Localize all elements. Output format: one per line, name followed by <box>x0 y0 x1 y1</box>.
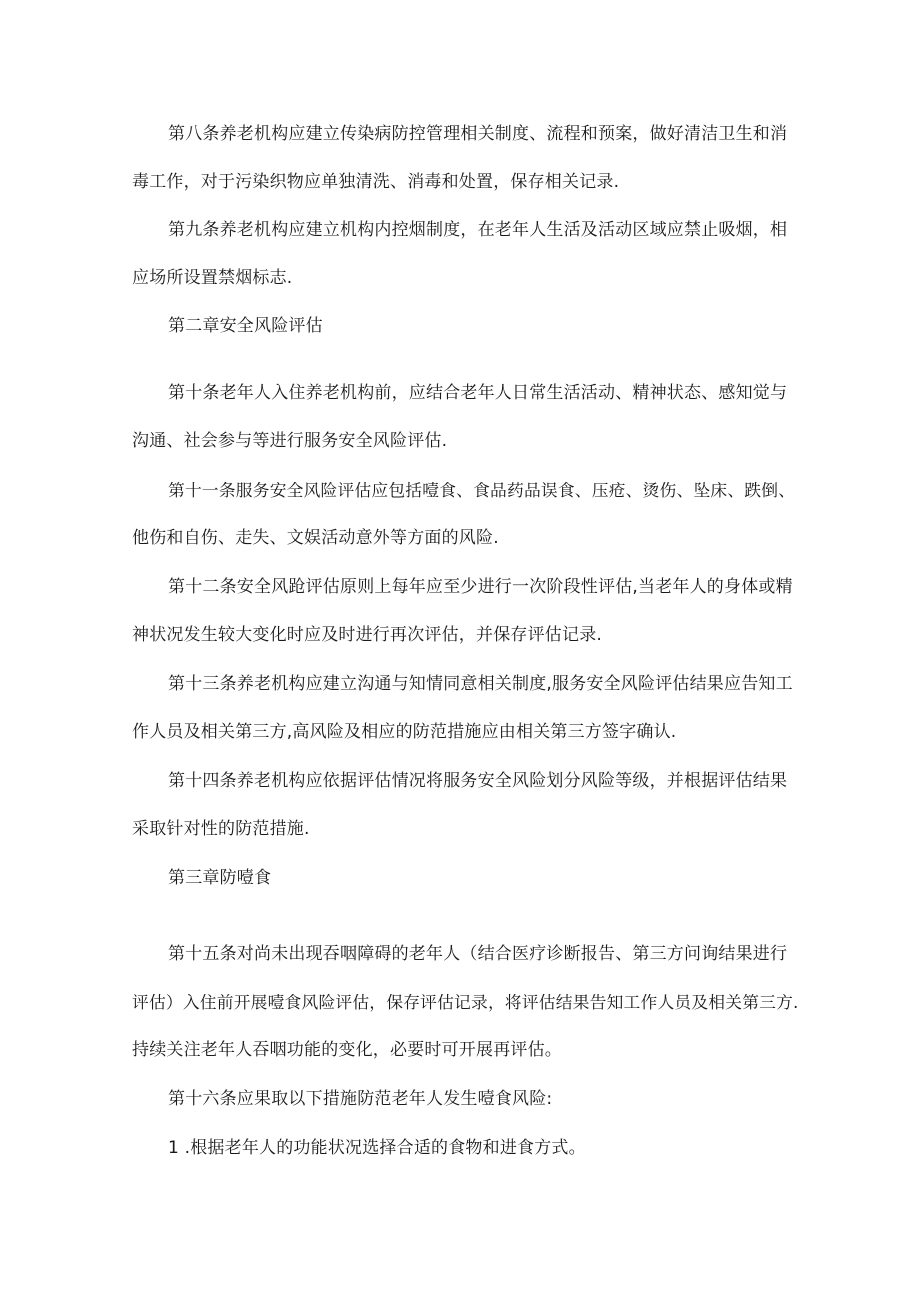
article-9-line-2: 应场所设置禁烟标志. <box>132 268 293 288</box>
article-8-line-2: 毒工作，对于污染织物应单独清洗、消毒和处置，保存相关记录. <box>132 172 620 192</box>
article-15-line-2: 评估）入住前开展噎食风险评估，保存评估记录，将评估结果告知工作人员及相关第三方. <box>132 992 799 1012</box>
article-15-line-3: 持续关注老年人吞咽功能的变化，必要时可开展再评估。 <box>132 1040 562 1060</box>
article-13-line-2: 作人员及相关第三方,高风险及相应的防范措施应由相关第三方签字确认. <box>132 722 677 742</box>
chapter-3-heading: 第三章防噎食 <box>168 868 272 888</box>
article-12-line-2: 神状况发生较大变化时应及时进行再次评估，并保存评估记录. <box>132 625 603 645</box>
article-14-line-1: 第十四条养老机构应依据评估情况将服务安全风险划分风险等级，并根据评估结果 <box>168 771 788 791</box>
article-12-line-1: 第十二条安全风跄评估原则上每年应至少进行一次阶段性评估,当老年人的身体或精 <box>168 577 793 597</box>
chapter-2-heading: 第二章安全风险评估 <box>168 316 323 336</box>
article-10-line-1: 第十条老年人入住养老机构前，应结合老年人日常生活活动、精神状态、感知觉与 <box>168 383 788 403</box>
article-10-line-2: 沟通、社会参与等进行服务安全风险评估. <box>132 431 448 451</box>
article-16-line-1: 第十六条应果取以下措施防范老年人发生噎食风险: <box>168 1089 553 1109</box>
article-14-line-2: 采取针对性的防范措施. <box>132 819 310 839</box>
article-9-line-1: 第九条养老机构应建立机构内控烟制度，在老年人生活及活动区域应禁止吸烟，相 <box>168 220 788 240</box>
article-11-line-2: 他伤和自伤、走失、文娱活动意外等方面的风险. <box>132 528 499 548</box>
article-8-line-1: 第八条养老机构应建立传染病防控管理相关制度、流程和预案，做好清洁卫生和消 <box>168 124 788 144</box>
article-11-line-1: 第十一条服务安全风险评估应包括噎食、食品药品误食、压疮、烫伤、坠床、跌倒、 <box>168 480 796 500</box>
list-item-1: 1 .根据老年人的功能状况选择合适的食物和进食方式。 <box>168 1138 586 1158</box>
article-13-line-1: 第十三条养老机构应建立沟通与知情同意相关制度,服务安全风险评估结果应告知工 <box>168 674 793 694</box>
article-15-line-1: 第十五条对尚未出现吞咽障碍的老年人（结合医疗诊断报告、第三方问询结果进行 <box>168 944 788 964</box>
